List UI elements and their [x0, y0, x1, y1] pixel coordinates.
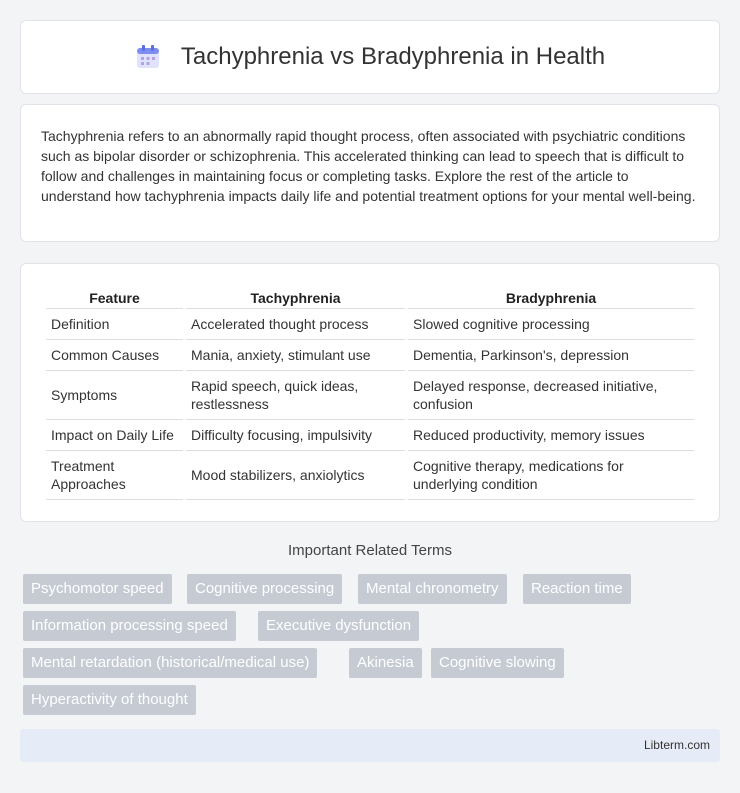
table-cell: Impact on Daily Life [46, 420, 183, 451]
table-cell: Mood stabilizers, anxiolytics [186, 451, 405, 500]
table-row [46, 340, 694, 371]
table-row [46, 371, 694, 420]
header-feature: Feature [46, 282, 183, 309]
footer-site-link[interactable]: Libterm.com [643, 738, 710, 752]
footer [20, 729, 720, 762]
tag-akinesia[interactable]: Akinesia [349, 648, 422, 678]
tag-information-processing-speed[interactable]: Information processing speed [23, 611, 236, 641]
page-title: Tachyphrenia vs Bradyphrenia in Health [180, 43, 606, 70]
tag-cognitive-processing[interactable]: Cognitive processing [187, 574, 342, 604]
tag-reaction-time[interactable]: Reaction time [523, 574, 631, 604]
table-cell: Symptoms [46, 371, 183, 420]
tag-mental-retardation[interactable]: Mental retardation (historical/medical use) [23, 648, 317, 678]
table-row [46, 420, 694, 451]
table-cell: Reduced productivity, memory issues [408, 420, 694, 451]
tag-executive-dysfunction[interactable]: Executive dysfunction [258, 611, 419, 641]
table-cell: Difficulty focusing, impulsivity [186, 420, 405, 451]
tag-mental-chronometry[interactable]: Mental chronometry [358, 574, 507, 604]
table-cell: Treatment Approaches [46, 451, 183, 500]
table-cell: Rapid speech, quick ideas, restlessness [186, 371, 405, 420]
table-cell: Common Causes [46, 340, 183, 371]
header-tachyphrenia: Tachyphrenia [186, 282, 405, 309]
table-cell: Delayed response, decreased initiative, confusion [408, 371, 694, 420]
table-cell: Cognitive therapy, medications for underlying condition [408, 451, 694, 500]
calendar-icon [135, 44, 161, 70]
table-header-row [46, 282, 694, 309]
comparison-table [43, 282, 697, 500]
header-card [20, 20, 720, 94]
tag-hyperactivity-of-thought[interactable]: Hyperactivity of thought [23, 685, 196, 715]
table-cell: Accelerated thought process [186, 309, 405, 340]
table-cell: Mania, anxiety, stimulant use [186, 340, 405, 371]
header-bradyphrenia: Bradyphrenia [408, 282, 694, 309]
table-cell: Slowed cognitive processing [408, 309, 694, 340]
table-row [46, 451, 694, 500]
intro-card [20, 104, 720, 242]
tag-psychomotor-speed[interactable]: Psychomotor speed [23, 574, 172, 604]
table-cell: Dementia, Parkinson's, depression [408, 340, 694, 371]
related-terms-title: Important Related Terms [288, 542, 452, 559]
table-row [46, 309, 694, 340]
tag-cognitive-slowing[interactable]: Cognitive slowing [431, 648, 564, 678]
intro-text: Tachyphrenia refers to an abnormally rapid thought process, often associated with psychiatric conditions such as bipolar disorder or schizophrenia. This accelerated thinking can lead to speech that is difficult to follow and challenges in maintaining focus or completing tasks. Explore the rest of the article to understand how tachyphrenia impacts daily life and potential treatment options for your mental well-being. [41, 128, 696, 204]
comparison-card [20, 263, 720, 522]
table-cell: Definition [46, 309, 183, 340]
